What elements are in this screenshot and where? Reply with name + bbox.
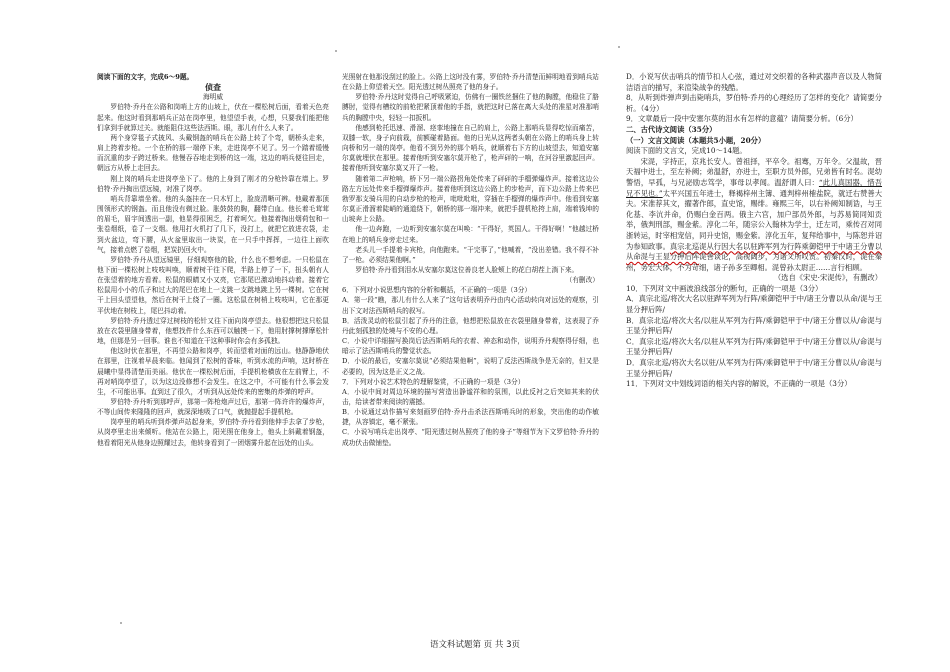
story-paragraph: 两个身穿毯子式披风、头戴钢盔的哨兵在公路上转了个弯，朝桥头走来，肩上挎着步枪。一个在桥的那一端停下来，走进岗亭不见了。另一个踏着缓慢而沉重的步子跨过桥来。他慢吞吞地走到桥的这一端，这边的哨兵便往回走，朝远方从桥上走回去。 (97, 133, 329, 173)
question-10-option-d: D．真宗北巡/将次大名以驻/从军列为行阵/乘御铠甲于中/诸王分曹以从/命湜与王显分押后阵/ (626, 358, 882, 378)
question-7-option-a: A．小说中间对周边环境的描写营造出静谧祥和的氛围，以此反衬之后突如其来的伏击，给读者带来阅读的震撼。 (342, 387, 599, 406)
column-right (626, 72, 882, 390)
question-10: 10．下列对文中画波浪线部分的断句，正确的一项是（3分） (626, 283, 823, 293)
question-7-option-d: D．小说写伏击哨兵的情节扣人心弦，通过对交织着的各种武器声音以及人物简洁语言的描写，来渲染战争的残酷。 (626, 72, 882, 92)
classical-wavy-passage: 真宗北巡湜从行因大名以驻跸军列为行阵乘御铠甲于中诸王分曹以从命湜与王显分押后阵 (626, 241, 882, 262)
story-paragraph: 光照射在他那没刮过的脸上。公路上这时没有雾，罗伯特·乔丹清楚而鲜明地看到哨兵站在公路上仰望着天空。阳光透过树丛照亮了他的身子。 (342, 73, 599, 92)
question-10-option-c: C．真宗北巡/将次大名/以驻从军列为行阵/乘御铠甲于中/诸王分曹以从/命湜与王显分押后阵/ (626, 336, 882, 357)
section-2-heading: 二、古代诗文阅读（35分） (626, 124, 717, 134)
column-middle (342, 72, 599, 448)
classical-text-part: 湜善谈论，高视阔步，为诸父所叹赏。初秦汉时，湜在秦州，务宏大体，不为苛细，诸子孙多至卿相。湜曾孙太尉正……言行相顾。 (626, 252, 883, 272)
section-2-1-heading: （一）文言文阅读（本题共5小题，20分） (626, 135, 766, 145)
margin-dot (120, 622, 122, 624)
classical-source: （选自《宋史·宋湜传》，有删改） (773, 273, 882, 283)
classical-underlined-quote: “此儿真国器，惜吾兄不见也。” (626, 177, 883, 198)
page-footer: 语文科试题第 页 共 3页 (429, 640, 520, 650)
question-6-option-b: B．活泼灵动的松鼠引起了乔丹的注意，他想把松鼠放在衣袋里随身带着，这表现了乔丹此刻孤独的处境与不安的心理。 (342, 316, 599, 335)
story-author: 海明威 (202, 93, 224, 102)
story-paragraph: 刚上岗的哨兵走进岗亭坐下了。他的上身到了刚才的分枪铃靠在墙上。罗伯特·乔丹掏出望远镜，对准了岗亭。 (97, 174, 329, 193)
story-paragraph: 他一边奔跑，一边听到安塞尔莫在叫唤：“干得好，英国人。干得好啊！”他越过桥在地上的哨兵身旁走过来。 (342, 225, 599, 244)
question-6: 6．下列对小说思想内容的分析和概括，不正确的一项是（3分） (342, 286, 532, 295)
margin-dot (335, 50, 337, 52)
story-paragraph: 随着第二声枪响，桥下另一端公路拐角处传来了砰砰的手榴弹爆炸声。接着这边公路左方远处传来手榴弹爆炸声。接着他听到这边公路上的步枪声，而下边公路上传来巴勃罗那支骑兵用的自动步枪的枪声，吡吡吡吡，穿插在手榴弹的爆炸声中。他看到安塞尔莫正滑溜着陡峭的通道绕下，朝桥的那一端冲来，就把手提机枪挎上肩，端着钱坤的山坡奔上公路。 (342, 174, 599, 224)
story-paragraph: 哨兵背靠墙坐着。他的头盔挂在一只木钉上，脸庞清晰可辨。他戴着那顶围领形式的钢盔。而且他没有剃过脸。胀鼓鼓的胸，翻带白血。他长着毛茸茸的眉毛，眉宇间透出一副，他显得很困乏，打着呵欠。他接着掏出烟荷包和一张卷烟纸，卷了一支烟。他用打火机打了几下，没打上，就把它放进衣袋，走到火盆边，弯下腰，从火盆里取出一块炭，在一只手中挥挥，一边往上面吹气，接着点燃了卷烟，把炭扔回火中。 (97, 194, 329, 254)
story-paragraph: 罗伯特·乔丹听到那呼声，那第一阵枪炮声过后，那第一阵许许的爆炸声，不等山间传来隆隆的回声，就深深地吸了口气，就抛提起手提机枪。 (97, 398, 329, 417)
question-7-option-b: B．小说通过动作描写来刻画罗伯特·乔丹击杀法西斯哨兵时的形象，突出他的动作敏捷，从容镇定，毫不紧张。 (342, 408, 599, 427)
story-title: 侦查 (205, 82, 221, 93)
story-paragraph: 他这时伏在那里，不再望公路和岗亭，转而望着对面的远山。他静静地伏在那里，注视着早晨来临。他闻到了松树的香味，听到水流的声响，这时桥在晨曦中显得清楚而美丽。他伏在一棵松树后面，手提机枪横放在左前臂上，不再对哨岗亭望了，以为这边没修想不会发生。在这之中，不可能有什么事会发生，不可能出事。直到过了很久，才听到从远处传来的密集的炸弹的呼声。 (97, 347, 329, 396)
question-6-option-d: D．小说的最后，安塞尔莫说“必须结果他啊”，说明了反法西斯战争是无奈的，但又是必要的，因为这是正义之战。 (342, 357, 599, 376)
question-10-option-b: B．真宗北巡/将次大名/以驻从军列为行阵/乘御铠甲于中/诸王分曹以从/命湜与王显分押后阵/ (626, 315, 882, 336)
story-paragraph: 他感到枪托迅速、滑溜、痉挛地撞在自己的肩上，公路上那哨兵显得吃惊而痛苦，双膝一软，身子向前栽，前额碰着路面。他的日光从这两者头朝在公路上的哨兵身上转向桥和另一端的岗亭。他看不到另外的那个哨兵，就顺着右下方的山坡望去，知道安塞尔莫就埋伏在那里。接着他听到安塞尔莫开枪了，枪声砰的一响，在河谷里激起回声。接着他听到安塞尔莫又开了一枪。 (342, 123, 599, 173)
question-11: 11．下列对文中划线词语的相关内容的解说，不正确的一项是（3分） (626, 379, 852, 389)
question-7-option-c: C．小说写哨兵走出岗亭、“阳光透过树丛照亮了他的身子”等细节为下文罗伯特·乔丹的成功伏击做铺垫。 (342, 428, 599, 447)
question-6-option-a: A．第一段“瞧，那儿有什么人来了”这句话表明乔丹由内心活动转向对远处的观察，引出下文对法西斯哨兵的叙写。 (342, 296, 599, 315)
column-left (97, 72, 329, 448)
question-8: 8．从听到炸弹声到击毙哨兵，罗伯特·乔丹的心理经历了怎样的变化？请简要分析。（4分） (626, 93, 882, 113)
classical-instruction: 阅读下面的文言文，完成10～14题。 (626, 146, 747, 156)
story-paragraph: 罗伯特·乔丹透过穿过树枝的松针又往下面向岗亭望去。他很想把这只松鼠放在衣袋里随身带着，他想找件什么东西可以触摸一下，他用肘撑树撑摩松针地，但那是另一回事。谁也不知道在干这种事时你会有多孤独。 (97, 316, 329, 346)
story-paragraph: 老头儿一手提着卡宾枪，向他跑来。“干完事了，”他喊着，“没出差错。我不得不补了一枪。必须结果他啊。” (342, 245, 599, 264)
classical-text-part: 太平兴国五年进士，释褐梓州主簿、通判梓州榷盐院，就迁右赞善大夫。宋准荐其文，擢著作郎，直史馆，赐绯。雍熙三年，以右补阙知制诰，与王化基、李沆并命，仍赐白金百两。俄主六官，加户部员外郎，与苏易简同知贡举，俄判刑部，赐金紫。淳化二年，随宗公入翰林为学士，迁左司，乘传召对同浙转运，时宰相宠信，同升史馆，赐金紫。淳化五年，复拜给事中，与陈恕并诏为参知政事。 (626, 188, 882, 251)
question-10-option-a: A．真宗北巡/将次大名以驻跸军列为行阵/乘御铠甲于中/诸王分曹以从命/湜与王显分押后阵/ (626, 294, 882, 315)
classical-text (626, 157, 882, 274)
story-paragraph: 岗亭里的哨兵听到炸弹声站起身来，罗伯特·乔丹看到他伸手去拿了步枪，从岗亭里走出来倾听。他站在公路上，阳光照在他身上，他头上斜戴着钢盔，他看着阳光从他身边照耀过去，他转身看到了一团烟雾升起在远处的山头。 (97, 418, 329, 447)
question-6-option-c: C．小说中详细描写换岗后法西斯哨兵的衣着、神态和动作，说明乔丹观察得仔细，也暗示了法西斯哨兵的警觉状态。 (342, 337, 599, 356)
story-paragraph: 罗伯特·乔丹看到泪水从安塞尔莫这位善良老人脸颊上的花白胡茬上淌下来。 (355, 265, 579, 274)
reading-instruction: 阅读下面的文字，完成6～9题。 (97, 73, 194, 81)
question-9: 9．文章最后一段中安塞尔莫的泪水有怎样的意蕴？请简要分析。（6分） (626, 114, 858, 124)
margin-dot (618, 46, 620, 48)
story-paragraph: 罗伯特·乔丹这时觉得自己呼吸紧迫，仿佛有一圈铁丝捆住了他的胸膛，他稳住了胳膊肘，觉得有槽纹的前枪把紧顶着他的手指，就把这时已落在离大头处的准星对准那哨兵的胸膛中央，轻轻一扣扳机。 (342, 93, 599, 122)
classical-text-part: 宋湜，字持正，京兆长安人。曾祖择，平卒令。祖骞，万年令。父温故，晋天福中进士，至左补阙；弟温舒，亦进士，至职方员外郎，兄弟皆有时名。湜幼警悟，早孤，与兄泌励志笃学，事母以孝闻。温舒谓人曰： (626, 156, 882, 187)
story-paragraph: 罗伯特·乔丹在公路和岗哨上方的山坡上，伏在一棵松树后面，看着天色亮起来。他这时看到那哨兵正站在岗亭里，他望望手表，心想，只要我们能把他们拿到手就算过关。就能阻住这些法西斯。眼，那儿有什么人来了。 (97, 103, 329, 132)
story-paragraph: 罗伯特·乔丹从望远镜里，仔细观察他的脸，什么也不想考虑。一只松鼠在他下面一棵松树上吱吱叫唤，顺着树干往下爬，半路上停了一下，扭头朝有人在张望着的地方看着。松鼠的眼睛又小又亮，它那尾巴激动地抖动着。接着它松鼠用小小的爪子和过大的尾巴在地上一支跳一支跳地跳上另一棵树。它在树干上回头望望他，然后在树干上绕了一圈。这松鼠在树梢上吱吱叫，它在那更平伏地在树枝上，尾巴抖动着。 (97, 255, 329, 315)
story-source: （有删改） (565, 276, 599, 285)
question-7: 7．下列对小说艺术特色的理解鉴赏，不正确的一项是（3分） (342, 377, 525, 386)
